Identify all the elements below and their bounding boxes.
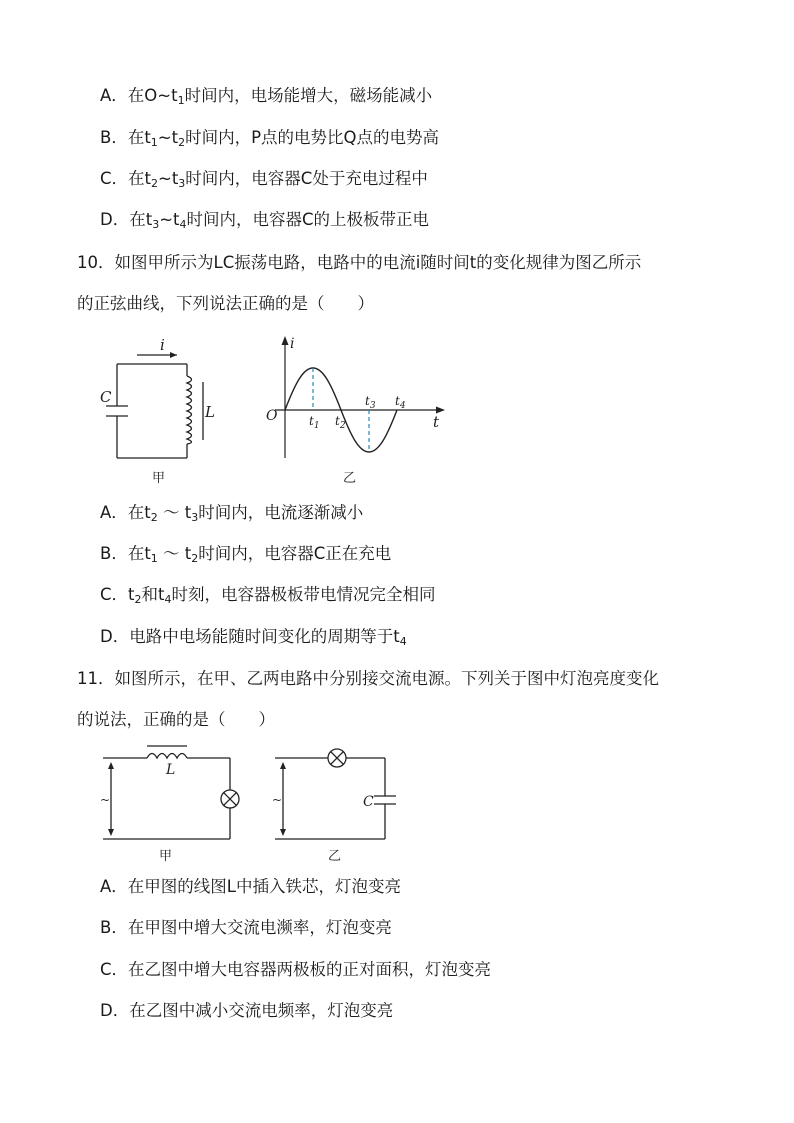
option-text: B．在t	[100, 544, 151, 563]
graph-y-label: i	[290, 336, 295, 352]
q9-option-b	[100, 127, 439, 149]
q10-option-d	[100, 626, 407, 648]
subscript: 4	[179, 218, 187, 231]
option-text: 时间内，电流逐渐减小	[198, 503, 364, 522]
ac-arrow-up-icon	[108, 762, 114, 769]
subscript: 3	[178, 177, 186, 190]
q10-option-b	[100, 543, 391, 565]
subscript: 1	[177, 94, 185, 107]
origin-label: O	[266, 408, 278, 424]
q10-stem-line1: 10．如图甲所示为LC振荡电路，电路中的电流i随时间t的变化规律为图乙所示	[77, 253, 642, 272]
circuit-i-label: i	[160, 336, 165, 354]
it-graph	[275, 340, 441, 458]
q10-figure-svg	[95, 330, 455, 490]
option-text: D．电路中电场能随时间变化的周期等于t	[100, 627, 400, 646]
circuit-c-label: C	[100, 388, 112, 406]
q10-option-c	[100, 584, 435, 606]
circuit-yi	[275, 749, 396, 839]
option-text: 时间内，电容器C正在充电	[198, 544, 392, 563]
t1-label: $t_1$	[309, 414, 320, 431]
option-text: ～ t	[157, 544, 192, 563]
q11-option-c: C．在乙图中增大电容器两极板的正对面积，灯泡变亮	[100, 960, 492, 979]
subscript: 1	[150, 552, 158, 565]
left-ac-label: ~	[100, 793, 111, 807]
option-text: ~t	[158, 169, 179, 188]
subscript: 2	[191, 552, 199, 565]
subscript: 3	[191, 511, 199, 524]
q11-figure	[95, 742, 405, 867]
caption-jia: 甲	[152, 471, 166, 486]
option-text: B．在t	[100, 128, 151, 147]
option-text: 时间内，电容器C处于充电过程中	[185, 169, 428, 188]
option-text: 时间内，电场能增大，磁场能减小	[184, 86, 433, 105]
subscript: 2	[150, 511, 158, 524]
q10-option-a	[100, 502, 363, 524]
option-text: C．t	[100, 585, 135, 604]
lc-circuit	[106, 355, 203, 458]
ac-arrow-down-icon	[280, 829, 286, 836]
subscript: 2	[178, 136, 186, 149]
q11-option-d: D．在乙图中减小交流电频率，灯泡变亮	[100, 1001, 394, 1020]
q11-stem-line2: 的说法，正确的是（ ）	[77, 710, 275, 729]
q11-figure-svg	[95, 742, 405, 867]
t4-label: $t_4$	[395, 394, 406, 411]
t3-label: $t_3$	[365, 394, 376, 411]
caption-yi: 乙	[328, 849, 342, 864]
option-text: ~t	[159, 210, 180, 229]
graph-x-label: t	[433, 413, 440, 431]
subscript: 1	[150, 136, 158, 149]
ac-arrow-up-icon	[280, 762, 286, 769]
current-arrow-icon	[170, 352, 177, 358]
circuit-l-label: L	[205, 403, 215, 421]
q9-option-a	[100, 85, 432, 107]
t2-label: $t_2$	[335, 414, 346, 431]
option-text: 和t	[141, 585, 165, 604]
option-text: C．在t	[100, 169, 151, 188]
q10-stem-line2: 的正弦曲线，下列说法正确的是（ ）	[77, 294, 374, 313]
option-text: 时间内，P点的电势比Q点的电势高	[185, 128, 440, 147]
q11-option-a: A．在甲图的线图L中插入铁芯，灯泡变亮	[100, 877, 401, 896]
option-text: ~t	[157, 128, 179, 147]
y-axis-arrow-icon	[282, 336, 289, 345]
option-text: 时间内，电容器C的上极板带正电	[186, 210, 430, 229]
q9-option-d	[100, 209, 429, 231]
option-text: D．在t	[100, 210, 153, 229]
option-text: A．在t	[100, 503, 151, 522]
option-text: 时刻，电容器极板带电情况完全相同	[171, 585, 436, 604]
option-text: ～ t	[157, 503, 192, 522]
left-l-label: L	[166, 762, 176, 778]
ac-arrow-down-icon	[108, 829, 114, 836]
q9-option-c	[100, 168, 428, 190]
caption-yi: 乙	[343, 471, 357, 486]
subscript: 2	[151, 177, 158, 190]
circuit-jia	[103, 746, 239, 839]
subscript: 3	[152, 218, 160, 231]
right-ac-label: ~	[272, 793, 283, 807]
right-c-label: C	[363, 794, 374, 810]
q11-stem-line1: 11．如图所示，在甲、乙两电路中分别接交流电源。下列关于图中灯泡亮度变化	[77, 669, 659, 688]
q11-option-b: B．在甲图中增大交流电濒率，灯泡变亮	[100, 918, 392, 937]
q10-figure	[95, 330, 455, 490]
subscript: 4	[164, 593, 172, 606]
subscript: 2	[134, 593, 142, 606]
option-text: A．在O~t	[100, 86, 178, 105]
caption-jia: 甲	[159, 849, 173, 864]
subscript: 4	[399, 635, 407, 648]
